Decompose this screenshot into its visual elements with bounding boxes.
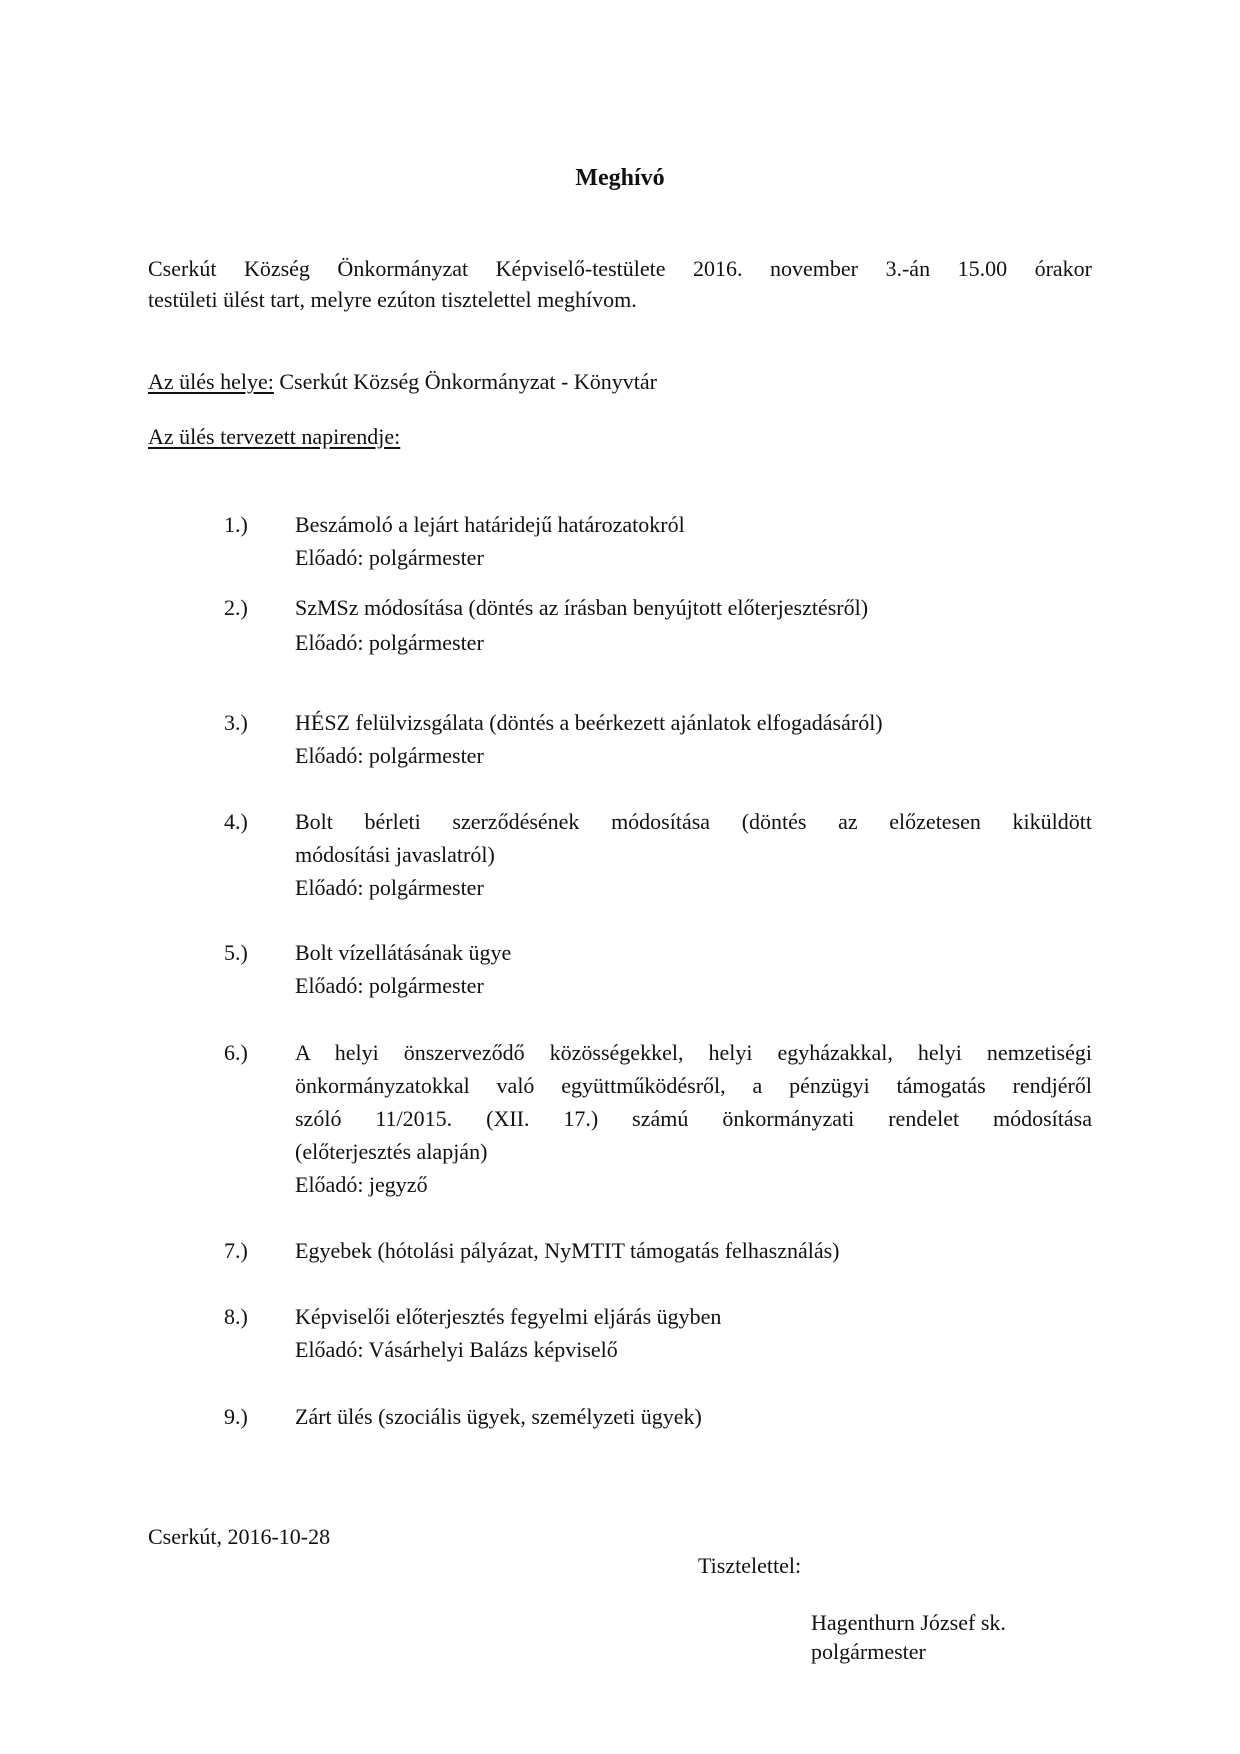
place-and-date: Cserkút, 2016-10-28	[148, 1524, 331, 1549]
signatory-role: polgármester	[811, 1639, 926, 1664]
agenda-item-number: 8.)	[224, 1304, 248, 1329]
agenda-item-text: Egyebek (hótolási pályázat, NyMTIT támogatás felhasználás)	[295, 1238, 840, 1263]
agenda-item-presenter: Előadó: polgármester	[295, 545, 484, 570]
agenda-item-text: Képviselői előterjesztés fegyelmi eljárás ügyben	[295, 1304, 722, 1329]
agenda-item-presenter: Előadó: polgármester	[295, 743, 484, 768]
agenda-item-presenter: Előadó: jegyző	[295, 1172, 428, 1197]
agenda-item-text: Bolt bérleti szerződésének módosítása (döntés az előzetesen kiküldött	[295, 809, 1092, 834]
agenda-item-number: 2.)	[224, 595, 248, 620]
closing-salutation: Tisztelettel:	[698, 1553, 802, 1578]
agenda-heading-text: Az ülés tervezett napirendje:	[148, 424, 401, 449]
document-title: Meghívó	[575, 165, 665, 191]
agenda-heading	[148, 420, 1092, 453]
agenda-item-number: 1.)	[224, 512, 248, 537]
meeting-location	[148, 365, 1092, 398]
agenda-item-number: 4.)	[224, 809, 248, 834]
agenda-item-presenter: Előadó: Vásárhelyi Balázs képviselő	[295, 1337, 618, 1362]
intro-line-2: testületi ülést tart, melyre ezúton tisztelettel meghívom.	[148, 287, 637, 312]
agenda-item-number: 6.)	[224, 1040, 248, 1065]
agenda-item-text: Bolt vízellátásának ügye	[295, 940, 512, 965]
meeting-location-value: Cserkút Község Önkormányzat - Könyvtár	[273, 369, 657, 394]
agenda-item-text: A helyi önszerveződő közösségekkel, helyi egyházakkal, helyi nemzetiségi	[295, 1040, 1092, 1065]
agenda-item-text: Beszámoló a lejárt határidejű határozatokról	[295, 512, 685, 537]
agenda-item-text: (előterjesztés alapján)	[295, 1139, 488, 1164]
intro-line-1: Cserkút Község Önkormányzat Képviselő-testülete 2016. november 3.-án 15.00 órakor	[148, 256, 1092, 281]
signatory-name: Hagenthurn József sk.	[811, 1610, 1006, 1635]
agenda-item-number: 5.)	[224, 940, 248, 965]
agenda-item-number: 9.)	[224, 1404, 248, 1429]
agenda-item-text: önkormányzatokkal való együttműködésről, a pénzügyi támogatás rendjéről	[295, 1073, 1092, 1098]
agenda-item-text: módosítási javaslatról)	[295, 842, 495, 867]
agenda-item-text: HÉSZ felülvizsgálata (döntés a beérkezett ajánlatok elfogadásáról)	[295, 710, 883, 735]
agenda-item-presenter: Előadó: polgármester	[295, 630, 484, 655]
agenda-item-number: 7.)	[224, 1238, 248, 1263]
agenda-item-presenter: Előadó: polgármester	[295, 875, 484, 900]
agenda-item-number: 3.)	[224, 710, 248, 735]
agenda-item-text: Zárt ülés (szociális ügyek, személyzeti ügyek)	[295, 1404, 702, 1429]
agenda-item-text: szóló 11/2015. (XII. 17.) számú önkormányzati rendelet módosítása	[295, 1106, 1092, 1131]
meeting-location-label: Az ülés helye:	[148, 369, 274, 394]
agenda-item-text: SzMSz módosítása (döntés az írásban benyújtott előterjesztésről)	[295, 595, 869, 620]
agenda-item-presenter: Előadó: polgármester	[295, 973, 484, 998]
